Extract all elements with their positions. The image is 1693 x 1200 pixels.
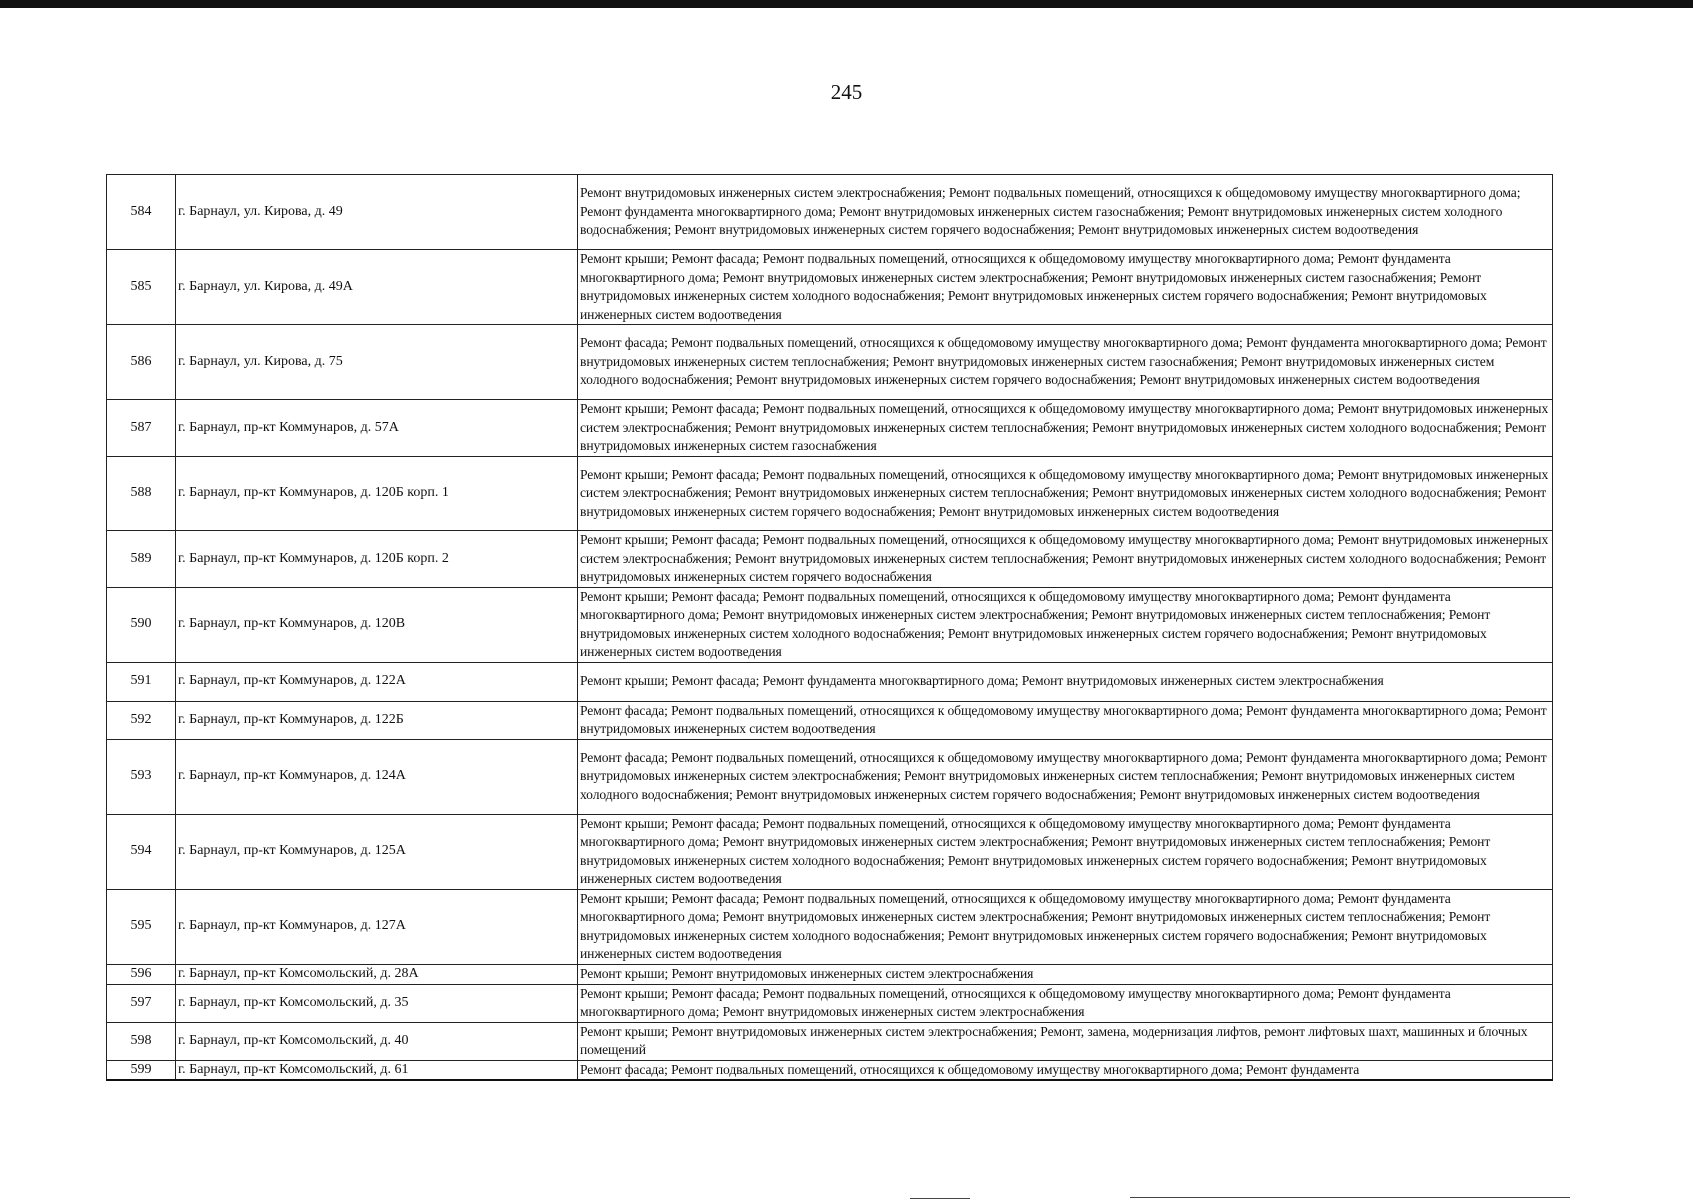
page-number: 245	[830, 80, 863, 104]
row-address: г. Барнаул, пр-кт Коммунаров, д. 122А	[176, 662, 578, 701]
row-address: г. Барнаул, пр-кт Комсомольский, д. 28А	[176, 964, 578, 984]
table-row	[107, 457, 1553, 531]
table-row	[107, 531, 1553, 588]
table-row	[107, 701, 1553, 739]
row-address: г. Барнаул, пр-кт Коммунаров, д. 57А	[176, 400, 578, 457]
row-number: 595	[107, 889, 176, 964]
table-row	[107, 739, 1553, 814]
table-row	[107, 400, 1553, 457]
row-works: Ремонт крыши; Ремонт внутридомовых инженерных систем электроснабжения	[578, 964, 1553, 984]
row-number: 598	[107, 1022, 176, 1060]
row-address: г. Барнаул, ул. Кирова, д. 49	[176, 175, 578, 250]
row-number: 589	[107, 531, 176, 588]
row-works: Ремонт крыши; Ремонт фасада; Ремонт подвальных помещений, относящихся к общедомовому имуществу многоквартирного дома; Ремонт фундамента многоквартирного дома; Ремонт внутридомовых инженерных систем электроснабжения; Ремонт внутридомовых инженерных систем теплоснабжения; Ремонт внутридомовых инженерных систем холодного водоснабжения; Ремонт внутридомовых инженерных систем горячего водоснабжения; Ремонт внутридомовых инженерных систем водоотведения	[578, 889, 1553, 964]
row-number: 599	[107, 1060, 176, 1080]
scan-artifact-line	[910, 1198, 970, 1199]
row-number: 591	[107, 662, 176, 701]
row-works: Ремонт крыши; Ремонт фасада; Ремонт подвальных помещений, относящихся к общедомовому имуществу многоквартирного дома; Ремонт фундамента многоквартирного дома; Ремонт внутридомовых инженерных систем электроснабжения; Ремонт внутридомовых инженерных систем газоснабжения; Ремонт внутридомовых инженерных систем холодного водоснабжения; Ремонт внутридомовых инженерных систем горячего водоснабжения; Ремонт внутридомовых инженерных систем водоотведения	[578, 250, 1553, 325]
table-row	[107, 1060, 1553, 1080]
row-works: Ремонт фасада; Ремонт подвальных помещений, относящихся к общедомовому имуществу многоквартирного дома; Ремонт фундамента многоквартирного дома; Ремонт внутридомовых инженерных систем теплоснабжения; Ремонт внутридомовых инженерных систем газоснабжения; Ремонт внутридомовых инженерных систем холодного водоснабжения; Ремонт внутридомовых инженерных систем горячего водоснабжения; Ремонт внутридомовых инженерных систем водоотведения	[578, 325, 1553, 400]
row-works: Ремонт крыши; Ремонт фасада; Ремонт подвальных помещений, относящихся к общедомовому имуществу многоквартирного дома; Ремонт внутридомовых инженерных систем электроснабжения; Ремонт внутридомовых инженерных систем теплоснабжения; Ремонт внутридомовых инженерных систем холодного водоснабжения; Ремонт внутридомовых инженерных систем газоснабжения	[578, 400, 1553, 457]
table-row	[107, 889, 1553, 964]
row-works: Ремонт внутридомовых инженерных систем электроснабжения; Ремонт подвальных помещений, относящихся к общедомовому имуществу многоквартирного дома; Ремонт фундамента многоквартирного дома; Ремонт внутридомовых инженерных систем газоснабжения; Ремонт внутридомовых инженерных систем холодного водоснабжения; Ремонт внутридомовых инженерных систем горячего водоснабжения; Ремонт внутридомовых инженерных систем водоотведения	[578, 175, 1553, 250]
row-works: Ремонт фасада; Ремонт подвальных помещений, относящихся к общедомовому имуществу многоквартирного дома; Ремонт фундамента многоквартирного дома; Ремонт внутридомовых инженерных систем водоотведения	[578, 701, 1553, 739]
row-address: г. Барнаул, пр-кт Коммунаров, д. 120Б корп. 2	[176, 531, 578, 588]
row-works: Ремонт крыши; Ремонт фасада; Ремонт подвальных помещений, относящихся к общедомовому имуществу многоквартирного дома; Ремонт фундамента многоквартирного дома; Ремонт внутридомовых инженерных систем электроснабжения; Ремонт внутридомовых инженерных систем теплоснабжения; Ремонт внутридомовых инженерных систем холодного водоснабжения; Ремонт внутридомовых инженерных систем горячего водоснабжения; Ремонт внутридомовых инженерных систем водоотведения	[578, 814, 1553, 889]
row-works: Ремонт крыши; Ремонт внутридомовых инженерных систем электроснабжения; Ремонт, замена, модернизация лифтов, ремонт лифтовых шахт, машинных и блочных помещений	[578, 1022, 1553, 1060]
table-row	[107, 662, 1553, 701]
row-address: г. Барнаул, пр-кт Коммунаров, д. 125А	[176, 814, 578, 889]
row-works: Ремонт фасада; Ремонт подвальных помещений, относящихся к общедомовому имуществу многоквартирного дома; Ремонт фундамента многоквартирного дома; Ремонт внутридомовых инженерных систем электроснабжения; Ремонт внутридомовых инженерных систем теплоснабжения; Ремонт внутридомовых инженерных систем холодного водоснабжения; Ремонт внутридомовых инженерных систем горячего водоснабжения; Ремонт внутридомовых инженерных систем водоотведения	[578, 739, 1553, 814]
row-number: 588	[107, 457, 176, 531]
table-row	[107, 984, 1553, 1022]
row-address: г. Барнаул, пр-кт Коммунаров, д. 120В	[176, 587, 578, 662]
row-address: г. Барнаул, пр-кт Комсомольский, д. 61	[176, 1060, 578, 1080]
table-row	[107, 325, 1553, 400]
table-row	[107, 814, 1553, 889]
scan-artifact-line	[1130, 1197, 1570, 1198]
row-number: 586	[107, 325, 176, 400]
row-works: Ремонт крыши; Ремонт фасада; Ремонт подвальных помещений, относящихся к общедомовому имуществу многоквартирного дома; Ремонт внутридомовых инженерных систем электроснабжения; Ремонт внутридомовых инженерных систем теплоснабжения; Ремонт внутридомовых инженерных систем холодного водоснабжения; Ремонт внутридомовых инженерных систем горячего водоснабжения	[578, 531, 1553, 588]
row-works: Ремонт крыши; Ремонт фасада; Ремонт фундамента многоквартирного дома; Ремонт внутридомовых инженерных систем электроснабжения	[578, 662, 1553, 701]
row-address: г. Барнаул, пр-кт Коммунаров, д. 127А	[176, 889, 578, 964]
row-address: г. Барнаул, ул. Кирова, д. 49А	[176, 250, 578, 325]
row-works: Ремонт крыши; Ремонт фасада; Ремонт подвальных помещений, относящихся к общедомовому имуществу многоквартирного дома; Ремонт фундамента многоквартирного дома; Ремонт внутридомовых инженерных систем электроснабжения	[578, 984, 1553, 1022]
registry-body	[107, 175, 1553, 1081]
row-address: г. Барнаул, пр-кт Комсомольский, д. 40	[176, 1022, 578, 1060]
row-number: 593	[107, 739, 176, 814]
table-row	[107, 175, 1553, 250]
table-row	[107, 587, 1553, 662]
table-row	[107, 250, 1553, 325]
repair-registry-table	[106, 174, 1553, 1081]
row-works: Ремонт крыши; Ремонт фасада; Ремонт подвальных помещений, относящихся к общедомовому имуществу многоквартирного дома; Ремонт внутридомовых инженерных систем электроснабжения; Ремонт внутридомовых инженерных систем теплоснабжения; Ремонт внутридомовых инженерных систем холодного водоснабжения; Ремонт внутридомовых инженерных систем горячего водоснабжения; Ремонт внутридомовых инженерных систем водоотведения	[578, 457, 1553, 531]
row-address: г. Барнаул, пр-кт Коммунаров, д. 120Б корп. 1	[176, 457, 578, 531]
row-works: Ремонт крыши; Ремонт фасада; Ремонт подвальных помещений, относящихся к общедомовому имуществу многоквартирного дома; Ремонт фундамента многоквартирного дома; Ремонт внутридомовых инженерных систем электроснабжения; Ремонт внутридомовых инженерных систем теплоснабжения; Ремонт внутридомовых инженерных систем холодного водоснабжения; Ремонт внутридомовых инженерных систем горячего водоснабжения; Ремонт внутридомовых инженерных систем водоотведения	[578, 587, 1553, 662]
row-number: 587	[107, 400, 176, 457]
row-number: 584	[107, 175, 176, 250]
row-number: 592	[107, 701, 176, 739]
table-row	[107, 1022, 1553, 1060]
row-address: г. Барнаул, пр-кт Коммунаров, д. 124А	[176, 739, 578, 814]
row-number: 585	[107, 250, 176, 325]
row-number: 596	[107, 964, 176, 984]
row-number: 597	[107, 984, 176, 1022]
row-number: 590	[107, 587, 176, 662]
scan-top-border	[0, 0, 1693, 8]
table-row	[107, 964, 1553, 984]
row-number: 594	[107, 814, 176, 889]
row-address: г. Барнаул, ул. Кирова, д. 75	[176, 325, 578, 400]
row-address: г. Барнаул, пр-кт Комсомольский, д. 35	[176, 984, 578, 1022]
row-works: Ремонт фасада; Ремонт подвальных помещений, относящихся к общедомовому имуществу многоквартирного дома; Ремонт фундамента	[578, 1060, 1553, 1080]
row-address: г. Барнаул, пр-кт Коммунаров, д. 122Б	[176, 701, 578, 739]
